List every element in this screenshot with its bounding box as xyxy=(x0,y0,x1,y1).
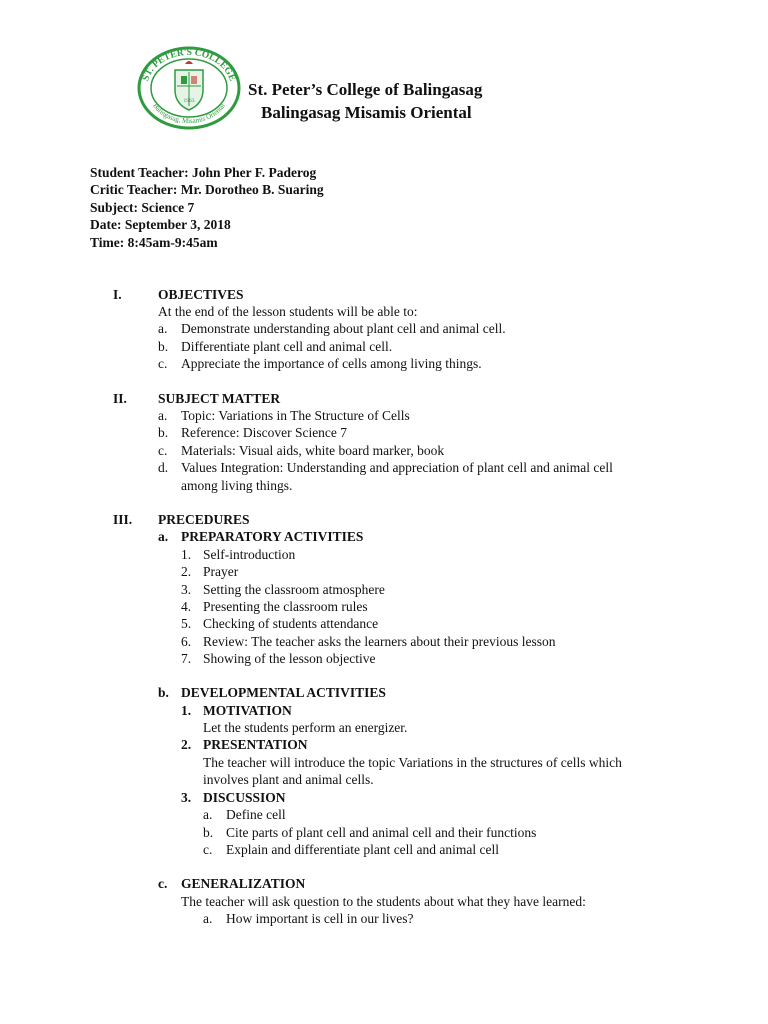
generalization-text: The teacher will ask question to the students about what they have learned: xyxy=(181,894,586,909)
list-item: Differentiate plant cell and animal cell. xyxy=(181,339,393,354)
list-item: Topic: Variations in The Structure of Cells xyxy=(181,408,410,423)
list-item-continuation: among living things. xyxy=(181,478,293,493)
subsection-marker: a. xyxy=(158,529,169,544)
list-marker: a. xyxy=(203,911,213,926)
section-title-procedures: PRECEDURES xyxy=(158,512,250,527)
section-number: I. xyxy=(113,287,122,302)
list-marker: 2. xyxy=(181,564,192,579)
school-location: Balingasag Misamis Oriental xyxy=(261,103,472,122)
list-item: Explain and differentiate plant cell and animal cell xyxy=(226,842,500,857)
presentation-text: The teacher will introduce the topic Variations in the structures of cells which xyxy=(203,755,622,770)
logo-ring-text-top: ST. PETER'S COLLEGE xyxy=(141,47,237,83)
subsection-title-generalization: GENERALIZATION xyxy=(181,876,306,891)
list-marker: 4. xyxy=(181,599,192,614)
list-marker: 3. xyxy=(181,582,192,597)
list-item: Showing of the lesson objective xyxy=(203,651,376,666)
discussion-title: DISCUSSION xyxy=(203,790,286,805)
list-item: Presenting the classroom rules xyxy=(203,599,368,614)
list-marker: a. xyxy=(203,807,213,822)
list-marker: 1. xyxy=(181,703,192,718)
list-marker: c. xyxy=(203,842,213,857)
section-title-objectives: OBJECTIVES xyxy=(158,287,244,302)
logo-ring-text-bottom: Balingasag, Misamis Oriental xyxy=(151,101,227,126)
motivation-text: Let the students perform an energizer. xyxy=(203,720,408,735)
critic-teacher: Critic Teacher: Mr. Dorotheo B. Suaring xyxy=(90,182,324,197)
presentation-text-continuation: involves plant and animal cells. xyxy=(203,772,374,787)
student-teacher: Student Teacher: John Pher F. Paderog xyxy=(90,165,317,180)
list-item: Reference: Discover Science 7 xyxy=(181,425,348,440)
motivation-title: MOTIVATION xyxy=(203,703,292,718)
list-item: Setting the classroom atmosphere xyxy=(203,582,385,597)
presentation-title: PRESENTATION xyxy=(203,737,308,752)
list-marker: c. xyxy=(158,356,168,371)
time: Time: 8:45am-9:45am xyxy=(90,235,218,250)
subsection-marker: b. xyxy=(158,685,169,700)
list-marker: 1. xyxy=(181,547,192,562)
list-marker: c. xyxy=(158,443,168,458)
subject: Subject: Science 7 xyxy=(90,200,195,215)
list-marker: b. xyxy=(158,425,169,440)
list-item: How important is cell in our lives? xyxy=(226,911,414,926)
subsection-title-preparatory: PREPARATORY ACTIVITIES xyxy=(181,529,364,544)
list-item: Demonstrate understanding about plant cell and animal cell. xyxy=(181,321,506,336)
list-marker: d. xyxy=(158,460,169,475)
list-marker: 6. xyxy=(181,634,192,649)
section-number: II. xyxy=(113,391,127,406)
list-item: Prayer xyxy=(203,564,239,579)
list-marker: 7. xyxy=(181,651,192,666)
logo-seal-text: 1963 xyxy=(183,98,195,104)
list-marker: 2. xyxy=(181,737,192,752)
school-logo xyxy=(137,46,241,130)
section-title-subject-matter: SUBJECT MATTER xyxy=(158,391,281,406)
list-marker: a. xyxy=(158,408,168,423)
list-marker: b. xyxy=(158,339,169,354)
date: Date: September 3, 2018 xyxy=(90,217,231,232)
school-name: St. Peter’s College of Balingasag xyxy=(248,80,483,99)
list-item: Appreciate the importance of cells among living things. xyxy=(181,356,482,371)
list-item: Values Integration: Understanding and appreciation of plant cell and animal cell xyxy=(181,460,613,475)
list-item: Define cell xyxy=(226,807,286,822)
list-item: Materials: Visual aids, white board marker, book xyxy=(181,443,445,458)
list-marker: 5. xyxy=(181,616,192,631)
list-marker: a. xyxy=(158,321,168,336)
list-marker: 3. xyxy=(181,790,192,805)
list-marker: b. xyxy=(203,825,214,840)
list-item: Review: The teacher asks the learners about their previous lesson xyxy=(203,634,556,649)
section-number: III. xyxy=(113,512,133,527)
list-item: Checking of students attendance xyxy=(203,616,379,631)
list-item: Self-introduction xyxy=(203,547,296,562)
list-item: Cite parts of plant cell and animal cell and their functions xyxy=(226,825,537,840)
objectives-intro: At the end of the lesson students will be able to: xyxy=(158,304,418,319)
subsection-marker: c. xyxy=(158,876,168,891)
subsection-title-developmental: DEVELOPMENTAL ACTIVITIES xyxy=(181,685,386,700)
